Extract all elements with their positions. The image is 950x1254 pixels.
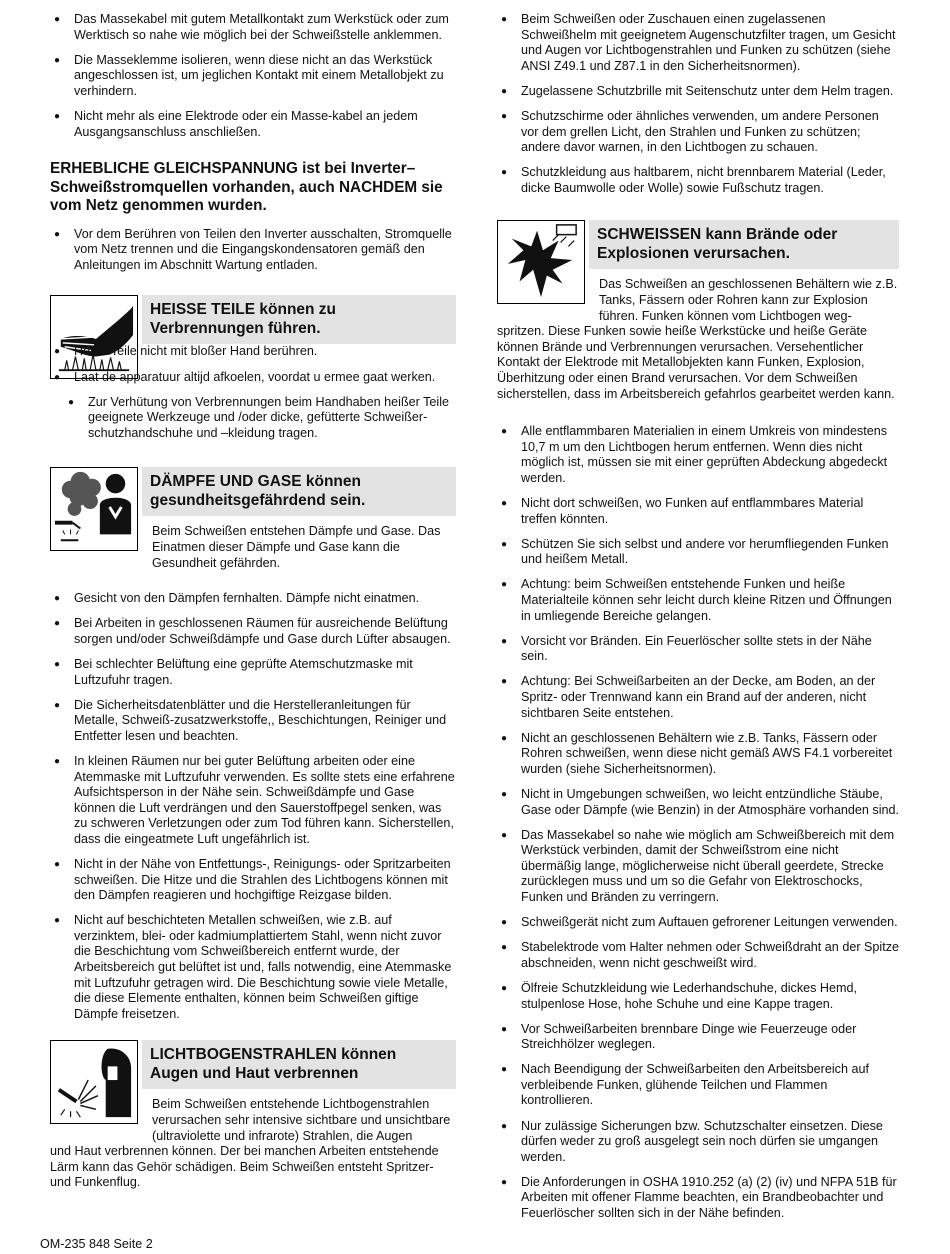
list-item: ● Nicht an geschlossenen Behältern wie z.B. Tanks, Fässern oder Rohren schweißen, wenn diese nicht gemäß AWS F4.1 vorbereitet wurden (siehe Sicherheitsnormen). <box>497 731 899 778</box>
list-item: ● Nicht in Umgebungen schweißen, wo leicht entzündliche Stäube, Gase oder Dämpfe (wie Benzin) in der Atmosphäre vorhanden sind. <box>497 787 899 818</box>
list-item: ● Das Massekabel so nahe wie möglich am Schweißbereich mit dem Werkstück verbinden, damit der Schweißstrom eine nicht übermäßig lange, möglicherweise nicht überall geerdete, Strecke zurücklegen muss und um so die Gefahr von Elektroschocks, Funken und Bränden zu verringern. <box>497 828 899 906</box>
list-item: ● Vor Schweißarbeiten brennbare Dinge wie Feuerzeuge oder Streichhölzer weglegen. <box>497 1022 899 1053</box>
left-column <box>50 12 456 1191</box>
list-item: ● Alle entflammbaren Materialien in einem Umkreis von mindestens 10,7 m um den Lichtbogen herum entfernen. Wenn dies nicht möglich ist, müssen sie mit einer geprüften Abdeckung abgedeckt werden. <box>497 424 899 486</box>
list-item: ● Achtung: Bei Schweißarbeiten an der Decke, am Boden, an der Spritz- oder Trennwand kann ein Brand auf der anderen, nicht sichtbaren Seite entstehen. <box>497 674 899 721</box>
list-item: ● Gesicht von den Dämpfen fernhalten. Dämpfe nicht einatmen. <box>50 591 456 607</box>
fumes-section <box>50 467 456 1022</box>
fire-heading: SCHWEISSEN kann Brände oder Explosionen verursachen. <box>589 220 899 269</box>
hot-parts-hand-icon <box>50 295 138 379</box>
page-footer: OM-235 848 Seite 2 <box>40 1237 153 1251</box>
list-item: ● Achtung: beim Schweißen entstehende Funken und heiße Materialteile können sehr leicht durch kleine Ritzen und Öffnungen in umliegende Bereiche gelangen. <box>497 577 899 624</box>
list-item: ● Bei schlechter Belüftung eine geprüfte Atemschutzmaske mit Luftzufuhr tragen. <box>50 657 456 688</box>
list-item: ● Die Sicherheitsdatenblätter und die Herstelleranleitungen für Metalle, Schweiß-zusatzwerkstoffe,, Beschichtungen, Reiniger und Entfetter lesen und beachten. <box>50 698 456 745</box>
list-item: ● Stabelektrode vom Halter nehmen oder Schweißdraht an der Spitze abschneiden, wenn nicht geschweißt wird. <box>497 940 899 971</box>
list-item: ● Vor dem Berühren von Teilen den Inverter ausschalten, Stromquelle vom Netz trennen und die Eingangskondensatoren gemäß den Anleitungen im Abschnitt Wartung entladen. <box>50 227 456 274</box>
arc-rays-section <box>50 1040 456 1191</box>
list-item: ● Laat de apparatuur altijd afkoelen, voordat u ermee gaat werken. <box>50 370 456 386</box>
top-bullet-list <box>50 12 456 140</box>
fire-list <box>497 424 899 1221</box>
arc-rays-intro: Beim Schweißen entstehende Lichtbogenstrahlen verursachen sehr intensive sichtbare und unsichtbare (ultraviolette und infrarote) Strahlen, die Augen <box>152 1097 451 1143</box>
list-item: ● Nach Beendigung der Schweißarbeiten den Arbeitsbereich auf verbleibende Funken, glühende Teilchen und Flammen kontrollieren. <box>497 1062 899 1109</box>
list-item: ● In kleinen Räumen nur bei guter Belüftung arbeiten oder eine Atemmaske mit Luftzufuhr verwenden. Es sollte stets eine erfahrene Aufsichtsperson in der Nähe sein. Schweißdämpfe und Gase können die Luft verdrängen und den Sauerstoffpegel senken, was zu schweren Verletzungen oder zum Tod führen kann. Sicherstellen, dass die eingeatmete Luft ungefährlich ist. <box>50 754 456 848</box>
dc-voltage-list <box>50 227 456 274</box>
right-column <box>497 12 899 1231</box>
fire-explosion-icon <box>497 220 585 304</box>
hot-parts-section <box>50 295 456 441</box>
fire-intro: Das Schweißen an geschlossenen Behältern wie z.B. Tanks, Fässern oder Rohren kann zur Explosion führen. Funken können vom Lichtbogen weg- <box>599 277 898 323</box>
hot-parts-list <box>64 395 456 442</box>
fire-section <box>497 220 899 1221</box>
list-item: ● Bei Arbeiten in geschlossenen Räumen für ausreichende Belüftung sorgen und/oder Schweißdämpfe und Gase durch Lüfter absaugen. <box>50 616 456 647</box>
hot-parts-heading: HEISSE TEILE können zu Verbrennungen führen. <box>142 295 456 344</box>
list-item: ● Zugelassene Schutzbrille mit Seitenschutz unter dem Helm tragen. <box>497 84 899 100</box>
dc-voltage-heading: ERHEBLICHE GLEICHSPANNUNG ist bei Inverter–Schweißstromquellen vorhanden, auch NACHDEM sie vom Netz genommen wurden. <box>50 160 443 215</box>
fumes-intro: Beim Schweißen entstehen Dämpfe und Gase. Das Einatmen dieser Dämpfe und Gase kann die Gesundheit gefährden. <box>152 524 441 570</box>
list-item: ● Schutzschirme oder ähnliches verwenden, um andere Personen vor dem grellen Licht, den Strahlen und Funken zu schützen; andere davor warnen, in den Lichtbogen zu schauen. <box>497 109 899 156</box>
fire-intro-continued: spritzen. Diese Funken sowie heiße Werkstücke und heiße Geräte können Brände und Verbrennungen verursachen. Versehentlicher Kontakt der Elektrode mit Metallobjekten kann Funken, Explosion, Überhitzung oder einen Brand verursachen. Vor dem Schweißen sicherstellen, dass im Arbeitsbereich gefahrlos gearbeitet werden kann. <box>497 324 895 401</box>
list-item: ● Nur zulässige Sicherungen bzw. Schutzschalter einsetzen. Diese dürfen weder zu groß ausgelegt sein noch dürfen sie umgangen werden. <box>497 1119 899 1166</box>
list-item: ● Beim Schweißen oder Zuschauen einen zugelassenen Schweißhelm mit geeignetem Augenschutzfilter tragen, um Gesicht und Augen vor Lichtbogenstrahlen und Funken zu schützen (siehe ANSI Z49.1 und Z87.1 in den Sicherheitsnormen). <box>497 12 899 74</box>
list-item: ● Ölfreie Schutzkleidung wie Lederhandschuhe, dickes Hemd, stulpenlose Hose, hohe Schuhe und eine Kappe tragen. <box>497 981 899 1012</box>
list-item: ● Schutzkleidung aus haltbarem, nicht brennbarem Material (Leder, dicke Baumwolle oder Wolle) sowie Fußschutz tragen. <box>497 165 899 196</box>
arc-rays-intro-continued: und Haut verbrennen können. Der bei manchen Arbeiten entstehende Lärm kann das Gehör schädigen. Beim Schweißen entsteht Spritzer- und Funkenflug. <box>50 1144 439 1190</box>
arc-rays-helmet-icon <box>50 1040 138 1124</box>
list-item: ● Die Masseklemme isolieren, wenn diese nicht an das Werkstück angeschlossen ist, um jeglichen Kontakt mit einem Metallobjekt zu verhindern. <box>50 53 456 100</box>
list-item: ● Schützen Sie sich selbst und andere vor herumfliegenden Funken und heißem Metall. <box>497 537 899 568</box>
list-item: ● Das Massekabel mit gutem Metallkontakt zum Werkstück oder zum Werktisch so nahe wie möglich bei der Schweißstelle anklemmen. <box>50 12 456 43</box>
arc-rays-heading: LICHTBOGENSTRAHLEN können Augen und Haut verbrennen <box>142 1040 456 1089</box>
list-item: ● Heiße Teile nicht mit bloßer Hand berühren. <box>50 344 456 360</box>
list-item: ● Nicht dort schweißen, wo Funken auf entflammbares Material treffen könnten. <box>497 496 899 527</box>
list-item: ● Zur Verhütung von Verbrennungen beim Handhaben heißer Teile geeignete Werkzeuge und /oder dicke, gefütterte Schweißer-schutzhandschuhe und –kleidung tragen. <box>64 395 456 442</box>
list-item: ● Nicht auf beschichteten Metallen schweißen, wie z.B. auf verzinktem, blei- oder kadmiumplattiertem Stahl, wenn nicht zuvor die Beschichtung vom Schweißbereich entfernt wurde, der Arbeitsbereich gut belüftet ist und, falls notwendig, eine Atemmaske mit Luftzufuhr getragen wird. Die Beschichtung sowie viele Metalle, die diese Elemente enthalten, können beim Schweißen giftige Dämpfe freisetzen. <box>50 913 456 1022</box>
list-item: ● Vorsicht vor Bränden. Ein Feuerlöscher sollte stets in der Nähe sein. <box>497 634 899 665</box>
list-item: ● Nicht in der Nähe von Entfettungs-, Reinigungs- oder Spritzarbeiten schweißen. Die Hitze und die Strahlen des Lichtbogens können mit den Dämpfen reagieren und hochgiftige Reizgase bilden. <box>50 857 456 904</box>
list-item: ● Die Anforderungen in OSHA 1910.252 (a) (2) (iv) und NFPA 51B für Arbeiten mit offener Flamme beachten, ein Brandbeobachter und Feuerlöscher sollten sich in der Nähe befinden. <box>497 1175 899 1222</box>
list-item: ● Schweißgerät nicht zum Auftauen gefrorener Leitungen verwenden. <box>497 915 899 931</box>
fumes-list <box>50 591 456 1022</box>
fumes-gases-icon <box>50 467 138 551</box>
fumes-heading: DÄMPFE UND GASE können gesundheitsgefährdend sein. <box>142 467 456 516</box>
list-item: ● Nicht mehr als eine Elektrode oder ein Masse-kabel an jedem Ausgangsanschluss anschließen. <box>50 109 456 140</box>
eye-protection-list <box>497 12 899 196</box>
